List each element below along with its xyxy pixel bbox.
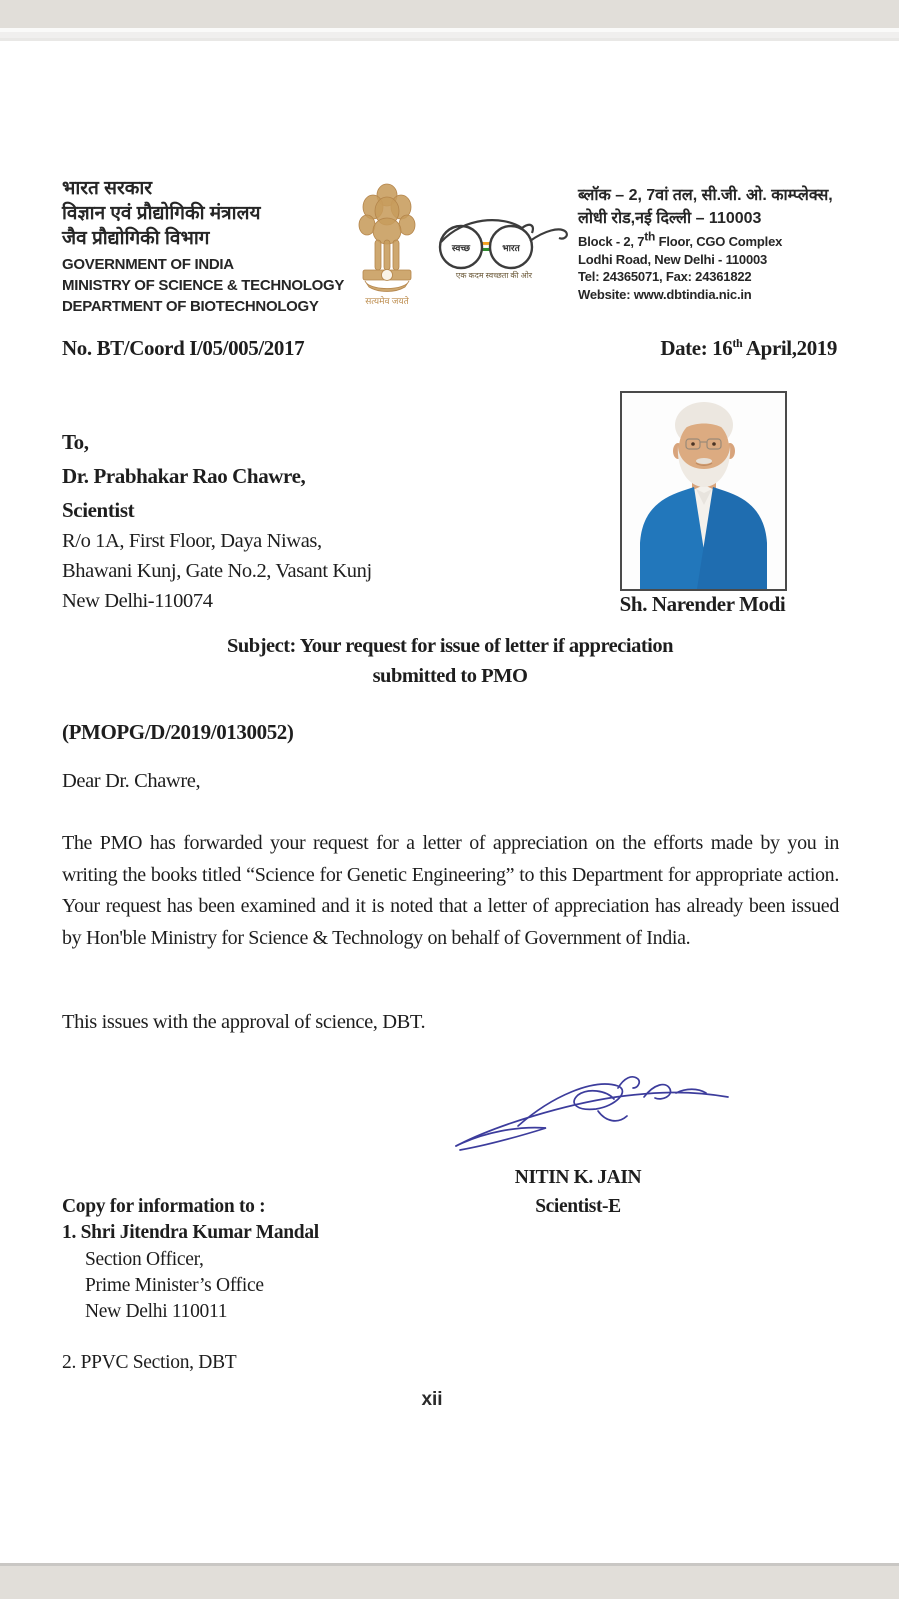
dept-name-hindi-1: भारत सरकार (62, 178, 153, 199)
pmo-reference-code: (PMOPG/D/2019/0130052) (62, 720, 294, 744)
dept-name-en-2: MINISTRY OF SCIENCE & TECHNOLOGY (62, 277, 345, 294)
address-en-1-post: Floor, CGO Complex (655, 234, 783, 249)
address-hindi-1: ब्लॉक – 2, 7वां तल, सी.जी. ओ. काम्प्लेक्स, (578, 187, 833, 204)
signature-icon (448, 1066, 733, 1161)
address-en-2: Lodhi Road, New Delhi - 110003 (578, 251, 768, 267)
modi-photo (620, 391, 787, 591)
recipient-designation: Scientist (62, 498, 135, 522)
swachh-tagline-text: एक कदम स्वच्छता की ओर (455, 271, 533, 280)
recipient-address-3: New Delhi-110074 (62, 590, 213, 612)
address-en-4: Website: www.dbtindia.nic.in (578, 286, 752, 302)
address-hindi-2: लोधी रोड,नई दिल्ली – 110003 (578, 210, 762, 227)
ashoka-emblem-icon (350, 180, 424, 312)
copy-item1-name: 1. Shri Jitendra Kumar Mandal (62, 1222, 319, 1243)
date-post: April,2019 (742, 336, 837, 360)
salutation: Dear Dr. Chawre, (62, 770, 201, 792)
recipient-address-2: Bhawani Kunj, Gate No.2, Vasant Kunj (62, 560, 372, 582)
copy-item1-office: Prime Minister’s Office (85, 1275, 264, 1296)
swachh-lens-right-text: भारत (502, 243, 520, 253)
viewer-bottom-bar (0, 1566, 899, 1599)
date-sup: th (732, 336, 743, 350)
letterhead-right-block (578, 184, 878, 303)
copy-item2: 2. PPVC Section, DBT (62, 1352, 237, 1373)
reference-number: No. BT/Coord I/05/005/2017 (62, 336, 305, 360)
dept-name-en-3: DEPARTMENT OF BIOTECHNOLOGY (62, 298, 319, 315)
dept-name-hindi-2: विज्ञान एवं प्रौद्योगिकी मंत्रालय (62, 203, 261, 224)
closing-line: This issues with the approval of science, DBT. (62, 1011, 426, 1033)
copy-heading: Copy for information to : (62, 1196, 266, 1217)
subject-block (62, 631, 838, 691)
copy-item1-city: New Delhi 110011 (85, 1301, 228, 1322)
page-number: xii (421, 1389, 443, 1410)
signatory-name: NITIN K. JAIN (514, 1167, 642, 1188)
body-paragraph: The PMO has forwarded your request for a letter of appreciation on the efforts made by you in writing the books titled “Science for Genetic Engineering” to this Department for appropriate action. Your request has been examined and it is noted that a letter of appreciation has already been issued by Hon'ble Ministry for Science & Technology on behalf of Government of India. (62, 832, 839, 949)
address-en-1 (578, 229, 878, 251)
dept-name-hindi-3: जैव प्रौद्योगिकी विभाग (62, 228, 210, 249)
viewer-top-bar (0, 0, 899, 28)
swachh-lens-left-text: स्वच्छ (451, 243, 471, 253)
address-en-3: Tel: 24365071, Fax: 24361822 (578, 269, 752, 284)
letter-date (660, 336, 837, 361)
subject-line-1: Subject: Your request for issue of letter if appreciation (227, 635, 673, 657)
letterhead-left-block (62, 176, 344, 317)
recipient-name: Dr. Prabhakar Rao Chawre, (62, 464, 306, 488)
copy-item1-title: Section Officer, (85, 1249, 204, 1270)
recipient-address-1: R/o 1A, First Floor, Daya Niwas, (62, 530, 322, 552)
emblem-motto-text: सत्यमेव जयते (365, 296, 409, 306)
address-en-1-pre: Block - 2, 7 (578, 234, 645, 249)
address-en-1-sup: th (644, 229, 656, 244)
recipient-to: To, (62, 430, 89, 454)
viewer-top-strip-3 (0, 38, 899, 41)
photo-caption: Sh. Narender Modi (619, 592, 786, 616)
swachh-bharat-logo-icon (432, 213, 572, 285)
subject-line-2: submitted to PMO (372, 665, 528, 687)
date-pre: Date: 16 (660, 336, 733, 360)
dept-name-en-1: GOVERNMENT OF INDIA (62, 256, 234, 273)
signatory-designation: Scientist-E (535, 1196, 621, 1217)
